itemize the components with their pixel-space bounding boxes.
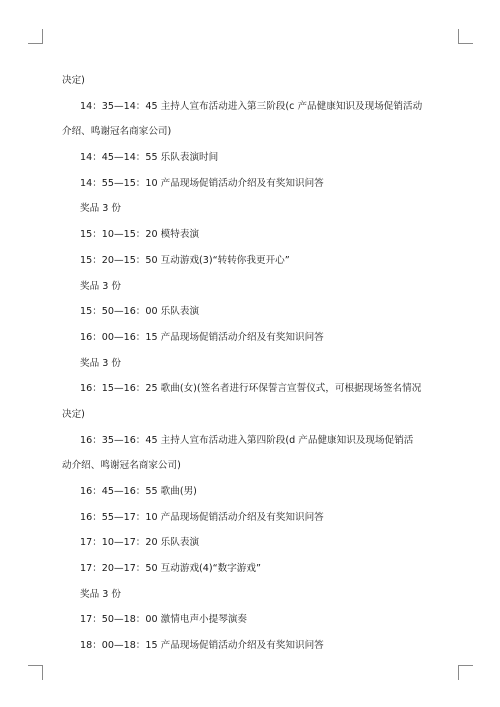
text-line: 15：50—16：00 乐队表演 [80,306,200,318]
text-line: 17：20—17：50 互动游戏(4)“数字游戏” [80,563,261,575]
text-line: 奖品 3 份 [80,588,121,600]
text-line: 18：00—18：15 产品现场促销活动介绍及有奖知识问答 [80,640,324,652]
text-line: 动介绍、鸣谢冠名商家公司) [62,460,181,472]
text-line: 16：35—16：45 主持人宣布活动进入第四阶段(d 产品健康知识及现场促销活 [80,434,414,446]
text-line: 14：55—15：10 产品现场促销活动介绍及有奖知识问答 [80,177,324,189]
text-line: 15：10—15：20 模特表演 [80,229,200,241]
text-line: 奖品 3 份 [80,357,121,369]
crop-mark-bottom-left [28,665,43,680]
text-line: 16：15—16：25 歌曲(女)(签名者进行环保誓言宣誓仪式，可根据现场签名情况 [80,383,422,395]
crop-mark-bottom-right [458,665,473,680]
text-line: 14：35—14：45 主持人宣布活动进入第三阶段(c 产品健康知识及现场促销活动 [80,100,423,112]
crop-mark-top-right [458,29,473,44]
text-line: 决定) [62,408,85,420]
text-line: 17：50—18：00 激情电声小提琴演奏 [80,614,248,626]
text-line: 16：00—16：15 产品现场促销活动介绍及有奖知识问答 [80,331,324,343]
document-body [62,68,454,659]
text-line: 奖品 3 份 [80,280,121,292]
text-line: 奖品 3 份 [80,203,121,215]
text-line: 决定) [62,75,85,86]
text-line: 16：45—16：55 歌曲(男) [80,486,197,497]
text-line: 14：45—14：55 乐队表演时间 [80,152,219,164]
text-line: 16：55—17：10 产品现场促销活动介绍及有奖知识问答 [80,511,324,523]
text-line: 介绍、鸣谢冠名商家公司) [62,126,172,138]
text-line: 15：20—15：50 互动游戏(3)“转转你我更开心” [80,254,290,266]
text-line: 17：10—17：20 乐队表演 [80,537,200,549]
crop-mark-top-left [28,29,43,44]
